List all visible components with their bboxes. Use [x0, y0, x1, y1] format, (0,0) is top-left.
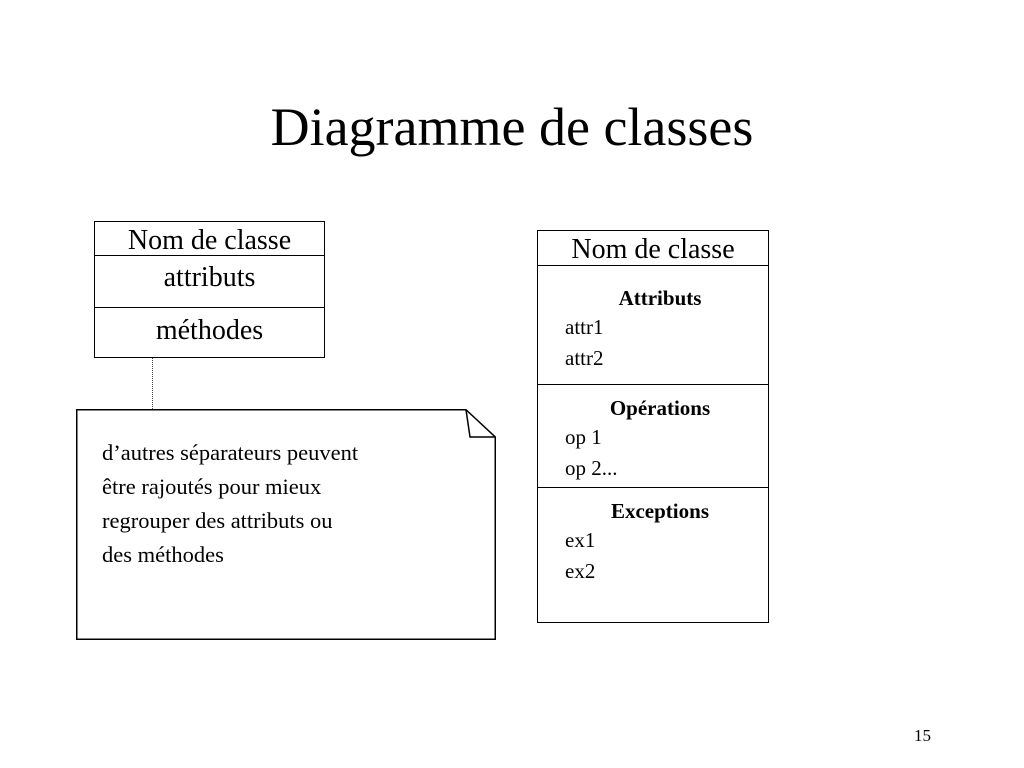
section-item: ex1 [565, 528, 596, 552]
note-line: être rajoutés pour mieux [102, 474, 322, 499]
class-section-operations [538, 385, 768, 488]
note-line: regrouper des attributs ou [102, 508, 333, 533]
note-connector [152, 358, 153, 409]
section-item: attr1 [565, 315, 604, 339]
note-line: d’autres séparateurs peuvent [102, 440, 359, 465]
page-title: Diagramme de classes [270, 97, 754, 157]
class-box-detailed [537, 230, 769, 623]
note-text [102, 436, 462, 572]
note-line: des méthodes [102, 542, 224, 567]
class-section-exceptions [538, 488, 768, 587]
note [76, 409, 496, 640]
section-item: op 2... [565, 456, 618, 480]
section-item: ex2 [565, 559, 596, 583]
class-attributes: attributs [95, 256, 324, 308]
class-box-simple [94, 221, 325, 358]
class-section-attributes [538, 266, 768, 385]
section-title: Exceptions [610, 499, 709, 523]
section-title: Attributs [618, 286, 702, 310]
class-name: Nom de classe [95, 222, 324, 256]
class-methods: méthodes [155, 315, 264, 346]
section-title: Opérations [609, 396, 711, 420]
page-number: 15 [914, 726, 931, 745]
section-item: attr2 [565, 346, 604, 370]
class-name: Nom de classe [538, 231, 768, 266]
section-item: op 1 [565, 425, 602, 449]
